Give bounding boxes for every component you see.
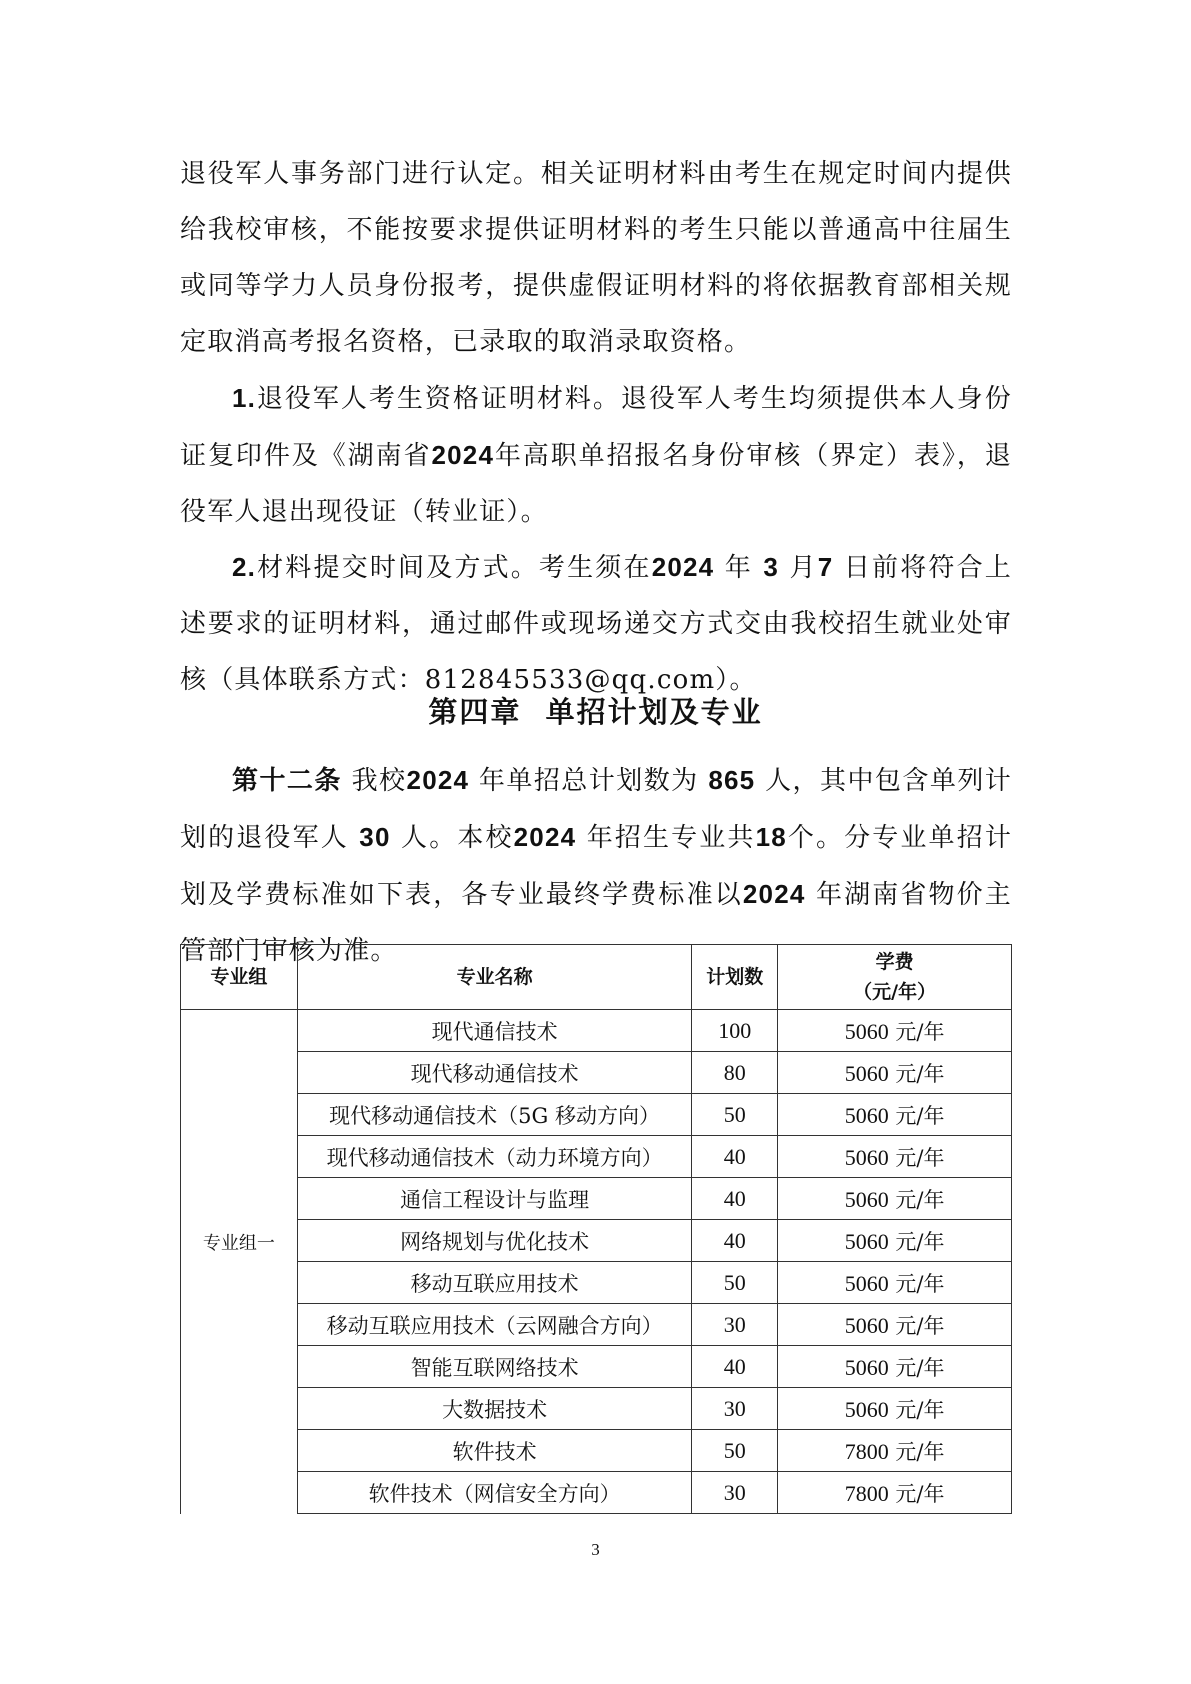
article-text: 年招生专业共 (586, 823, 756, 853)
plan-count-cell: 40 (692, 1346, 778, 1388)
table-row (181, 1430, 1012, 1472)
chapter-title: 第四章 单招计划及专业 (428, 695, 763, 729)
year-number: 2024 (651, 552, 715, 582)
tuition-amount: 5060 (844, 1228, 889, 1254)
total-plan-number: 865 (708, 765, 756, 795)
article-text: 年湖南省物价主管部门审核为准。 (180, 880, 1012, 966)
table-row (181, 1304, 1012, 1346)
major-name-cell: 大数据技术 (297, 1388, 691, 1430)
tuition-amount: 7800 (844, 1438, 889, 1464)
tuition-amount: 5060 (844, 1312, 889, 1338)
tuition-unit: 元/年 (895, 1103, 945, 1128)
major-name-cell: 通信工程设计与监理 (297, 1178, 691, 1220)
major-name-cell: 软件技术 (297, 1430, 691, 1472)
tuition-unit: 元/年 (895, 1355, 945, 1380)
tuition-cell (778, 1010, 1012, 1052)
paragraph-text: 退役军人事务部门进行认定。相关证明材料由考生在规定时间内提供给我校审核，不能按要求提供证明材料的考生只能以普通高中往届生或同等学力人员身份报考，提供虚假证明材料的将依据教育部相关规定取消高考报名资格，已录取的取消录取资格。 (180, 159, 1012, 357)
table-row (181, 1094, 1012, 1136)
plan-count-cell: 30 (692, 1388, 778, 1430)
tuition-cell (778, 1388, 1012, 1430)
tuition-cell (778, 1178, 1012, 1220)
page-number: 3 (591, 1540, 600, 1559)
plan-count-cell: 30 (692, 1304, 778, 1346)
major-name-cell: 现代移动通信技术（5G 移动方向） (297, 1094, 691, 1136)
plan-count-cell: 50 (692, 1094, 778, 1136)
year-number: 2024 (513, 822, 577, 852)
tuition-unit: 元/年 (895, 1397, 945, 1422)
major-name-cell: 智能互联网络技术 (297, 1346, 691, 1388)
plan-count-cell: 50 (692, 1430, 778, 1472)
table-row (181, 1052, 1012, 1094)
header-tuition-line1: 学费 (875, 951, 914, 973)
item-number: 2. (232, 552, 257, 582)
tuition-amount: 5060 (844, 1354, 889, 1380)
table-row (181, 1346, 1012, 1388)
article-text: 我校 (351, 766, 407, 796)
tuition-unit: 元/年 (895, 1481, 945, 1506)
plan-count-cell: 30 (692, 1472, 778, 1514)
table-row (181, 1262, 1012, 1304)
tuition-cell (778, 1136, 1012, 1178)
paragraph-text: 材料提交时间及方式。考生须在 (256, 553, 652, 583)
tuition-cell (778, 1304, 1012, 1346)
tuition-cell (778, 1262, 1012, 1304)
tuition-amount: 5060 (844, 1018, 889, 1044)
major-name-cell: 软件技术（网信安全方向） (297, 1472, 691, 1514)
tuition-unit: 元/年 (895, 1271, 945, 1296)
tuition-unit: 元/年 (895, 1229, 945, 1254)
year-number: 2024 (742, 879, 806, 909)
paragraph-item-1 (180, 370, 1012, 540)
major-name-cell: 现代通信技术 (297, 1010, 691, 1052)
article-text: 人，其中包含单列计划的退役军人 (180, 766, 1012, 853)
header-tuition-line2: （元/年） (853, 981, 937, 1003)
paragraph-text: 退役军人考生资格证明材料。退役军人考生均须提供本人身份证复印件及《湖南省 (180, 384, 1012, 471)
article-text: 个。分专业单招计划及学费标准如下表，各专业最终学费标准以 (180, 823, 1013, 910)
tuition-cell (778, 1430, 1012, 1472)
tuition-unit: 元/年 (895, 1145, 945, 1170)
major-name-cell: 网络规划与优化技术 (297, 1220, 691, 1262)
article-text: 年单招总计划数为 (478, 766, 699, 796)
paragraph-verification (180, 146, 1012, 370)
paragraph-text: 日前将符合上述要求的证明材料，通过邮件或现场递交方式交由我校招生就业处审核（具体联系方式：812845533@qq.com）。 (180, 553, 1012, 695)
article-text: 人。本校 (401, 823, 514, 853)
tuition-amount: 5060 (844, 1144, 889, 1170)
table-header-row (181, 945, 1012, 1010)
article-label: 第十二条 (232, 766, 342, 796)
tuition-amount: 7800 (844, 1480, 889, 1506)
tuition-amount: 5060 (844, 1270, 889, 1296)
table-row (181, 1010, 1012, 1052)
tuition-unit: 元/年 (895, 1019, 945, 1044)
paragraph-text: 月 (789, 553, 818, 583)
header-major-name: 专业名称 (297, 945, 691, 1010)
day-number: 7 (817, 552, 834, 582)
table-row (181, 1220, 1012, 1262)
plan-count-cell: 100 (692, 1010, 778, 1052)
tuition-unit: 元/年 (895, 1313, 945, 1338)
tuition-cell (778, 1052, 1012, 1094)
major-name-cell: 移动互联应用技术（云网融合方向） (297, 1304, 691, 1346)
tuition-unit: 元/年 (895, 1439, 945, 1464)
tuition-unit: 元/年 (895, 1187, 945, 1212)
header-tuition (778, 945, 1012, 1010)
tuition-cell (778, 1094, 1012, 1136)
plan-count-cell: 80 (692, 1052, 778, 1094)
tuition-cell (778, 1220, 1012, 1262)
month-number: 3 (763, 552, 780, 582)
tuition-amount: 5060 (844, 1186, 889, 1212)
table-row (181, 1136, 1012, 1178)
year-number: 2024 (406, 765, 470, 795)
header-plan-count: 计划数 (692, 945, 778, 1010)
tuition-unit: 元/年 (895, 1061, 945, 1086)
plan-count-cell: 40 (692, 1136, 778, 1178)
tuition-amount: 5060 (844, 1060, 889, 1086)
tuition-cell (778, 1346, 1012, 1388)
enrollment-plan-table (180, 944, 1012, 1514)
plan-count-cell: 40 (692, 1178, 778, 1220)
major-name-cell: 移动互联应用技术 (297, 1262, 691, 1304)
table-row (181, 1472, 1012, 1514)
table-row (181, 1388, 1012, 1430)
tuition-amount: 5060 (844, 1396, 889, 1422)
year-number: 2024 (431, 440, 495, 470)
major-name-cell: 现代移动通信技术 (297, 1052, 691, 1094)
paragraph-text: 年 (724, 553, 753, 583)
paragraph-text: 年高职单招报名身份审核（界定）表》，退役军人退出现役证（转业证）。 (180, 441, 1012, 527)
tuition-amount: 5060 (844, 1102, 889, 1128)
item-number: 1. (232, 383, 257, 413)
veterans-number: 30 (359, 822, 391, 852)
major-group-cell: 专业组一 (181, 1010, 298, 1514)
major-name-cell: 现代移动通信技术（动力环境方向） (297, 1136, 691, 1178)
plan-count-cell: 40 (692, 1220, 778, 1262)
paragraph-item-2 (180, 539, 1012, 708)
plan-count-cell: 50 (692, 1262, 778, 1304)
table-row (181, 1178, 1012, 1220)
header-group: 专业组 (181, 945, 298, 1010)
majors-number: 18 (755, 822, 787, 852)
tuition-cell (778, 1472, 1012, 1514)
